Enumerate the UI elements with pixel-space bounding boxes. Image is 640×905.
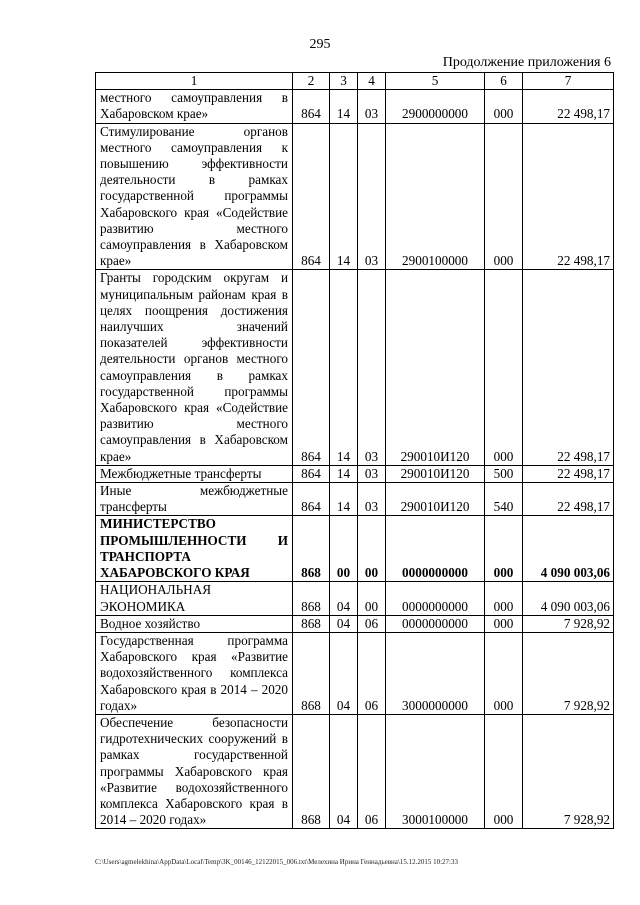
column-header: 3 bbox=[330, 73, 358, 90]
table-row bbox=[96, 483, 614, 516]
table-row bbox=[96, 270, 614, 465]
target-article-code: 3000100000 bbox=[386, 714, 485, 828]
row-name: Гранты городским округам и муниципальным районам края в целях поощрения достижения наилучших значений показателей эффективности деятельности органов местного самоуправления в рамках государственной программы Хабаровского края «Содействие развитию местного самоуправления в Хабаровском крае» bbox=[96, 270, 293, 465]
expense-type-code: 000 bbox=[485, 270, 523, 465]
ministry-code: 868 bbox=[293, 714, 330, 828]
row-name: Иные межбюджетные трансферты bbox=[96, 483, 293, 516]
amount: 22 498,17 bbox=[523, 483, 614, 516]
row-name: МИНИСТЕРСТВО ПРОМЫШЛЕННОСТИ И ТРАНСПОРТА ХАБАРОВСКОГО КРАЯ bbox=[96, 516, 293, 582]
column-header: 4 bbox=[358, 73, 386, 90]
target-article-code: 2900000000 bbox=[386, 90, 485, 123]
column-header: 5 bbox=[386, 73, 485, 90]
section-code: 04 bbox=[330, 582, 358, 615]
column-header: 6 bbox=[485, 73, 523, 90]
section-code: 14 bbox=[330, 90, 358, 123]
expense-type-code: 500 bbox=[485, 465, 523, 482]
expense-type-code: 540 bbox=[485, 483, 523, 516]
table-row bbox=[96, 516, 614, 582]
ministry-code: 868 bbox=[293, 632, 330, 714]
section-code: 04 bbox=[330, 632, 358, 714]
section-code: 00 bbox=[330, 516, 358, 582]
subsection-code: 00 bbox=[358, 582, 386, 615]
expense-type-code: 000 bbox=[485, 123, 523, 270]
ministry-code: 868 bbox=[293, 582, 330, 615]
section-code: 14 bbox=[330, 483, 358, 516]
budget-table bbox=[95, 72, 614, 829]
ministry-code: 864 bbox=[293, 123, 330, 270]
amount: 7 928,92 bbox=[523, 632, 614, 714]
target-article-code: 0000000000 bbox=[386, 615, 485, 632]
file-path-footer: C:\Users\agmelekhina\AppData\Local\Temp\3K_00146_12122015_006.txt\Мелехина Ирина Геннадьевна\15.12.2015 10:27:33 bbox=[95, 858, 458, 866]
table-row bbox=[96, 632, 614, 714]
column-header: 1 bbox=[96, 73, 293, 90]
expense-type-code: 000 bbox=[485, 714, 523, 828]
expense-type-code: 000 bbox=[485, 582, 523, 615]
subsection-code: 03 bbox=[358, 270, 386, 465]
subsection-code: 03 bbox=[358, 123, 386, 270]
target-article-code: 0000000000 bbox=[386, 516, 485, 582]
row-name: Межбюджетные трансферты bbox=[96, 465, 293, 482]
subsection-code: 06 bbox=[358, 714, 386, 828]
table-row bbox=[96, 615, 614, 632]
section-code: 14 bbox=[330, 270, 358, 465]
amount: 22 498,17 bbox=[523, 123, 614, 270]
subsection-code: 00 bbox=[358, 516, 386, 582]
amount: 22 498,17 bbox=[523, 90, 614, 123]
amount: 22 498,17 bbox=[523, 270, 614, 465]
table-row bbox=[96, 465, 614, 482]
amount: 4 090 003,06 bbox=[523, 582, 614, 615]
table-row bbox=[96, 582, 614, 615]
row-name: Стимулирование органов местного самоуправления к повышению эффективности деятельности в рамках государственной программы Хабаровского края «Содействие развитию местного самоуправления в Хабаровском крае» bbox=[96, 123, 293, 270]
section-code: 04 bbox=[330, 714, 358, 828]
table-row bbox=[96, 123, 614, 270]
continuation-label: Продолжение приложения 6 bbox=[442, 55, 611, 70]
subsection-code: 03 bbox=[358, 483, 386, 516]
ministry-code: 864 bbox=[293, 465, 330, 482]
ministry-code: 868 bbox=[293, 615, 330, 632]
column-header: 7 bbox=[523, 73, 614, 90]
table-header-row bbox=[96, 73, 614, 90]
row-name: Государственная программа Хабаровского края «Развитие водохозяйственного комплекса Хабаровского края в 2014 – 2020 годах» bbox=[96, 632, 293, 714]
section-code: 14 bbox=[330, 465, 358, 482]
page-number: 295 bbox=[309, 37, 331, 52]
row-name: Водное хозяйство bbox=[96, 615, 293, 632]
target-article-code: 290010И120 bbox=[386, 270, 485, 465]
ministry-code: 868 bbox=[293, 516, 330, 582]
expense-type-code: 000 bbox=[485, 632, 523, 714]
amount: 22 498,17 bbox=[523, 465, 614, 482]
subsection-code: 03 bbox=[358, 90, 386, 123]
table-row bbox=[96, 714, 614, 828]
column-header: 2 bbox=[293, 73, 330, 90]
row-name: местного самоуправления в Хабаровском крае» bbox=[96, 90, 293, 123]
subsection-code: 03 bbox=[358, 465, 386, 482]
expense-type-code: 000 bbox=[485, 615, 523, 632]
target-article-code: 2900100000 bbox=[386, 123, 485, 270]
target-article-code: 290010И120 bbox=[386, 465, 485, 482]
ministry-code: 864 bbox=[293, 270, 330, 465]
section-code: 04 bbox=[330, 615, 358, 632]
row-name: НАЦИОНАЛЬНАЯ ЭКОНОМИКА bbox=[96, 582, 293, 615]
target-article-code: 0000000000 bbox=[386, 582, 485, 615]
amount: 4 090 003,06 bbox=[523, 516, 614, 582]
section-code: 14 bbox=[330, 123, 358, 270]
ministry-code: 864 bbox=[293, 483, 330, 516]
amount: 7 928,92 bbox=[523, 714, 614, 828]
amount: 7 928,92 bbox=[523, 615, 614, 632]
target-article-code: 290010И120 bbox=[386, 483, 485, 516]
subsection-code: 06 bbox=[358, 632, 386, 714]
row-name: Обеспечение безопасности гидротехнических сооружений в рамках государственной программы Хабаровского края «Развитие водохозяйственного комплекса Хабаровского края в 2014 – 2020 годах» bbox=[96, 714, 293, 828]
subsection-code: 06 bbox=[358, 615, 386, 632]
expense-type-code: 000 bbox=[485, 516, 523, 582]
expense-type-code: 000 bbox=[485, 90, 523, 123]
table-row bbox=[96, 90, 614, 123]
ministry-code: 864 bbox=[293, 90, 330, 123]
target-article-code: 3000000000 bbox=[386, 632, 485, 714]
